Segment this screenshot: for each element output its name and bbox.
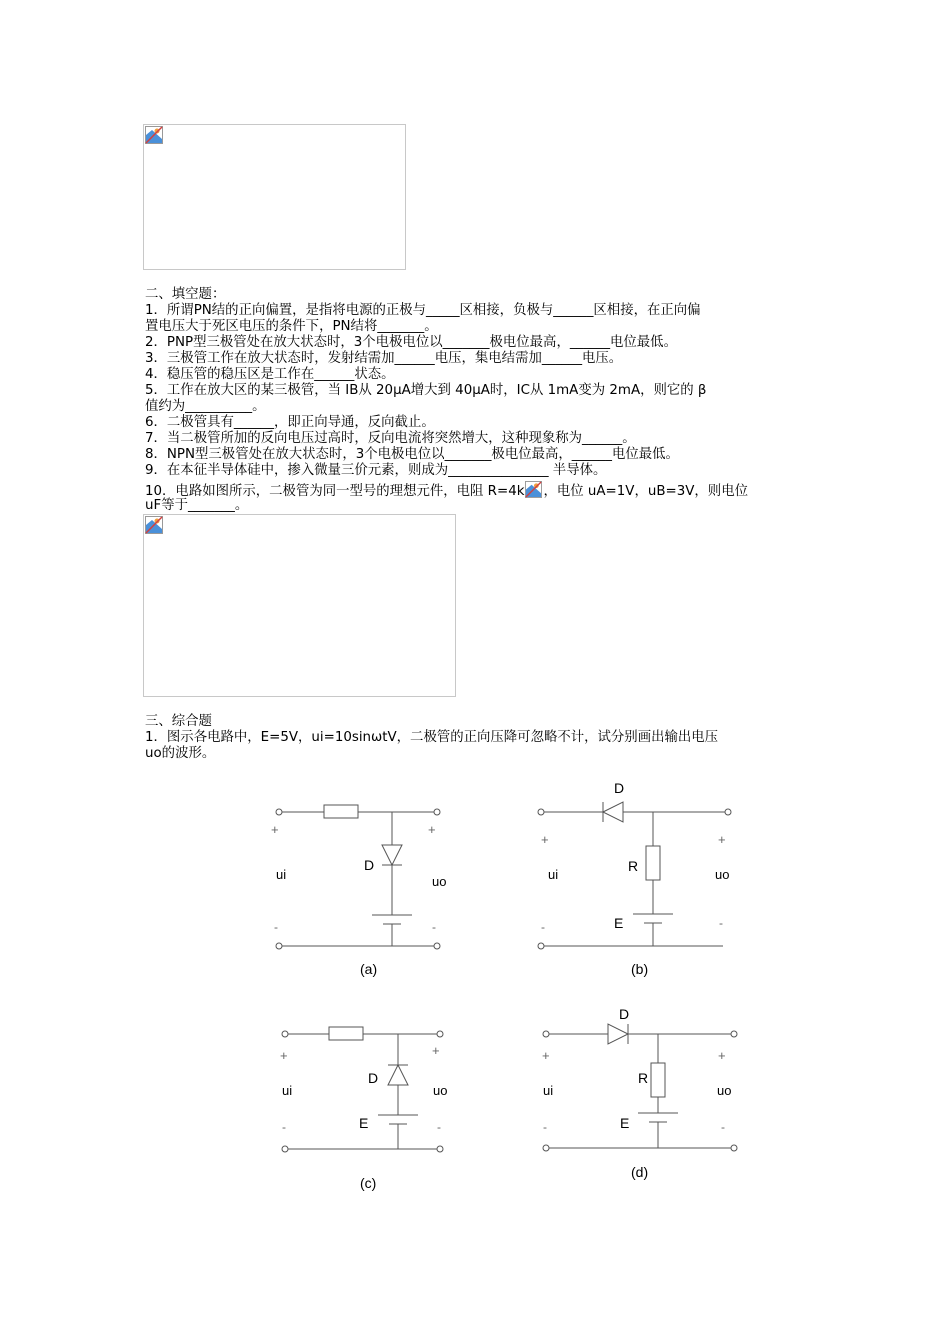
question-6: 6．二极管具有______，即正向导通，反向截止。 <box>145 415 435 430</box>
minus-sign-input: - <box>541 920 545 934</box>
label-uo: uo <box>715 867 730 882</box>
label-uo: uo <box>433 1083 448 1098</box>
question-10-part-2: ，电位 uA=1V，uB=3V，则电位 <box>543 484 748 499</box>
image-placeholder-top <box>143 124 406 270</box>
circuit-b <box>525 775 745 985</box>
broken-image-icon <box>145 126 163 144</box>
label-battery: E <box>359 1115 369 1131</box>
caption-a: (a) <box>360 961 378 977</box>
section3-question-1-line-2: uo的波形。 <box>145 746 216 761</box>
question-10-line-1 <box>145 481 813 498</box>
label-resistor: R <box>628 858 639 874</box>
label-ui: ui <box>282 1083 293 1098</box>
question-1-line-1: 1．所谓PN结的正向偏置，是指将电源的正极与_____区相接，负极与______区相接，在正向偏 <box>145 303 701 318</box>
label-diode: D <box>614 780 625 796</box>
section2-heading: 二、填空题： <box>145 287 226 302</box>
section-comprehensive <box>145 714 813 762</box>
label-uo: uo <box>717 1083 732 1098</box>
question-2: 2．PNP型三极管处在放大状态时，3个电极电位以_______极电位最高，______电位最低。 <box>145 335 677 350</box>
label-resistor: R <box>638 1070 649 1086</box>
caption-b: (b) <box>631 961 649 977</box>
question-5-line-2: 值约为__________。 <box>145 399 266 414</box>
minus-sign-output: - <box>721 1120 725 1134</box>
plus-sign-input: + <box>541 832 549 847</box>
minus-sign-input: - <box>282 1120 286 1134</box>
image-placeholder-q10 <box>143 514 456 697</box>
label-ui: ui <box>548 867 559 882</box>
question-7: 7．当二极管所加的反向电压过高时，反向电流将突然增大，这种现象称为______。 <box>145 431 636 446</box>
question-3: 3．三极管工作在放大状态时，发射结需加______电压，集电结需加______电压。 <box>145 351 623 366</box>
minus-sign-output: - <box>437 1120 441 1134</box>
circuit-a <box>260 790 460 985</box>
section-fill-in-blanks <box>145 287 813 514</box>
question-8: 8．NPN型三极管处在放大状态时，3个电极电位以_______极电位最高，______电位最低。 <box>145 447 679 462</box>
broken-image-icon <box>525 481 542 498</box>
plus-sign-output: + <box>718 832 726 847</box>
section3-question-1-line-1: 1．图示各电路中，E=5V，ui=10sinωtV，二极管的正向压降可忽略不计，试分别画出输出电压 <box>145 730 719 745</box>
plus-sign-input: + <box>280 1048 288 1063</box>
question-5-line-1: 5．工作在放大区的某三极管，当 IB从 20μA增大到 40μA时，IC从 1mA变为 2mA，则它的 β <box>145 383 707 398</box>
question-4: 4．稳压管的稳压区是工作在______状态。 <box>145 367 395 382</box>
minus-sign-input: - <box>543 1120 547 1134</box>
question-10-line-2: uF等于_______。 <box>145 498 249 513</box>
label-battery: E <box>614 915 624 931</box>
broken-image-icon <box>145 516 163 534</box>
plus-sign-input: + <box>271 822 279 837</box>
question-1-line-2: 置电压大于死区电压的条件下，PN结将_______。 <box>145 319 438 334</box>
plus-sign-output: + <box>432 1043 440 1058</box>
label-diode: D <box>619 1006 630 1022</box>
minus-sign-output: - <box>432 920 436 934</box>
label-battery: E <box>620 1115 630 1131</box>
question-10-part-1: 10．电路如图所示，二极管为同一型号的理想元件，电阻 R=4k <box>145 484 525 499</box>
caption-d: (d) <box>631 1164 649 1180</box>
plus-sign-input: + <box>542 1048 550 1063</box>
plus-sign-output: + <box>718 1048 726 1063</box>
label-ui: ui <box>543 1083 554 1098</box>
circuit-d <box>530 1003 750 1188</box>
label-diode: D <box>364 857 375 873</box>
minus-sign-output: - <box>719 916 723 930</box>
section3-heading: 三、综合题 <box>145 714 212 729</box>
caption-c: (c) <box>360 1175 377 1191</box>
label-uo: uo <box>432 874 447 889</box>
minus-sign-input: - <box>274 920 278 934</box>
circuit-c <box>270 1015 460 1195</box>
label-diode: D <box>368 1070 379 1086</box>
label-ui: ui <box>276 867 287 882</box>
question-9: 9．在本征半导体硅中，掺入微量三价元素，则成为_______________ 半导体。 <box>145 463 607 478</box>
plus-sign-output: + <box>428 822 436 837</box>
